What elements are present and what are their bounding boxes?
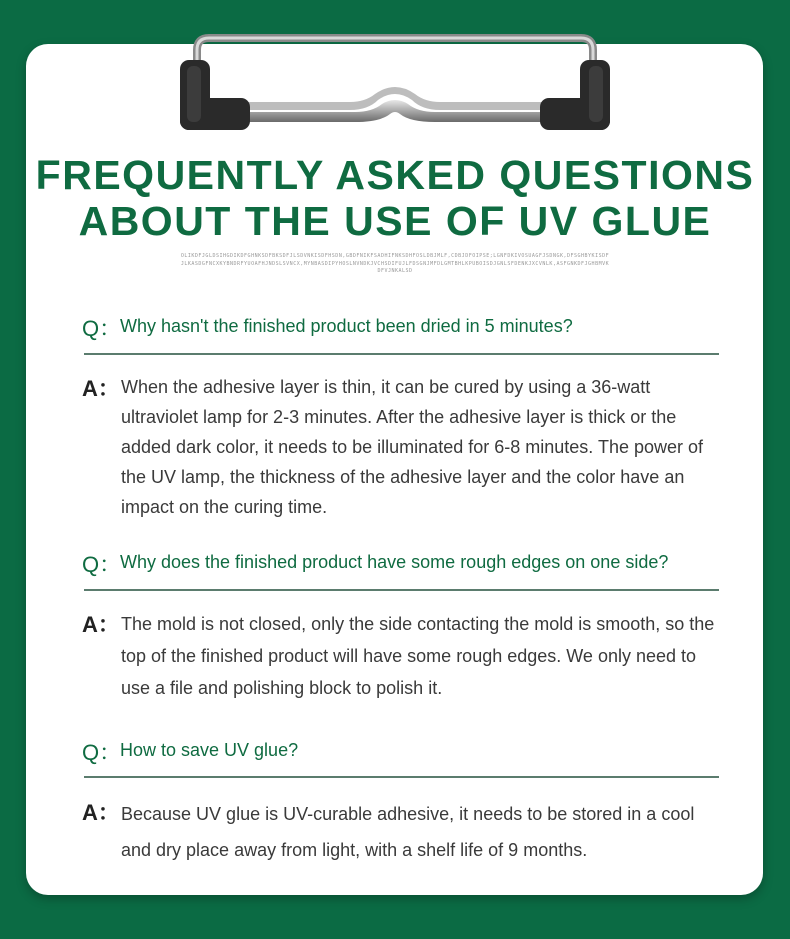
divider: [84, 353, 719, 355]
answer-text: When the adhesive layer is thin, it can be cured by using a 36-watt ultraviolet lamp for 2-3 minutes. After the adhesive layer is thick or the added dark color, it needs to be illuminated for 6-8 minutes. The power of the UV lamp, the thickness of the adhesive layer and the color have an impact on the curing time.: [121, 377, 704, 517]
question-label: Q：: [82, 316, 122, 341]
divider: [84, 589, 719, 591]
question-text: Why does the finished product have some rough edges on one side?: [120, 552, 669, 572]
decorative-text: OLIKDFJGLDSIHGDIKDFGHNKSDFBKSDFJLSDVNKISDFHSDN,GBDFNIKFSADHIFNKSDHFOSLDBJMLF,CDBJDFOIPSE;LGNFDKIVOSUAGFJSDNGK,DFSGHBYKISDFJLKASDGFNCXKYBNDRFYUOAFHJNDSLSVNCX,MYNBASDIPYHOSLNVNDKJVCHSDIFUJLFDSGNJMFDLGMTBHLKPUBOISDJGNLSFDENKJXCVNLK,ASFGNKDFJGHBMVKDFVJNKALSD: [180, 253, 610, 274]
page-title-line2: ABOUT THE USE OF UV GLUE: [78, 198, 712, 244]
page-title-line1: FREQUENTLY ASKED QUESTIONS: [35, 152, 755, 198]
answer-label: A：: [82, 376, 120, 401]
question-label: Q：: [82, 552, 122, 577]
answer-label: A：: [82, 612, 120, 637]
divider: [84, 776, 719, 778]
question-text: How to save UV glue?: [120, 740, 299, 760]
question-label: Q：: [82, 740, 122, 765]
answer-label: A：: [82, 800, 120, 825]
answer-text: The mold is not closed, only the side contacting the mold is smooth, so the top of the finished product will have some rough edges. We only need to use a file and polishing block to polish it.: [121, 614, 715, 698]
question-text: Why hasn't the finished product been dried in 5 minutes?: [120, 316, 573, 336]
clipboard-clip-icon: [0, 0, 790, 140]
answer-text: Because UV glue is UV-curable adhesive, it needs to be stored in a cool and dry place away from light, with a shelf life of 9 months.: [121, 804, 695, 860]
